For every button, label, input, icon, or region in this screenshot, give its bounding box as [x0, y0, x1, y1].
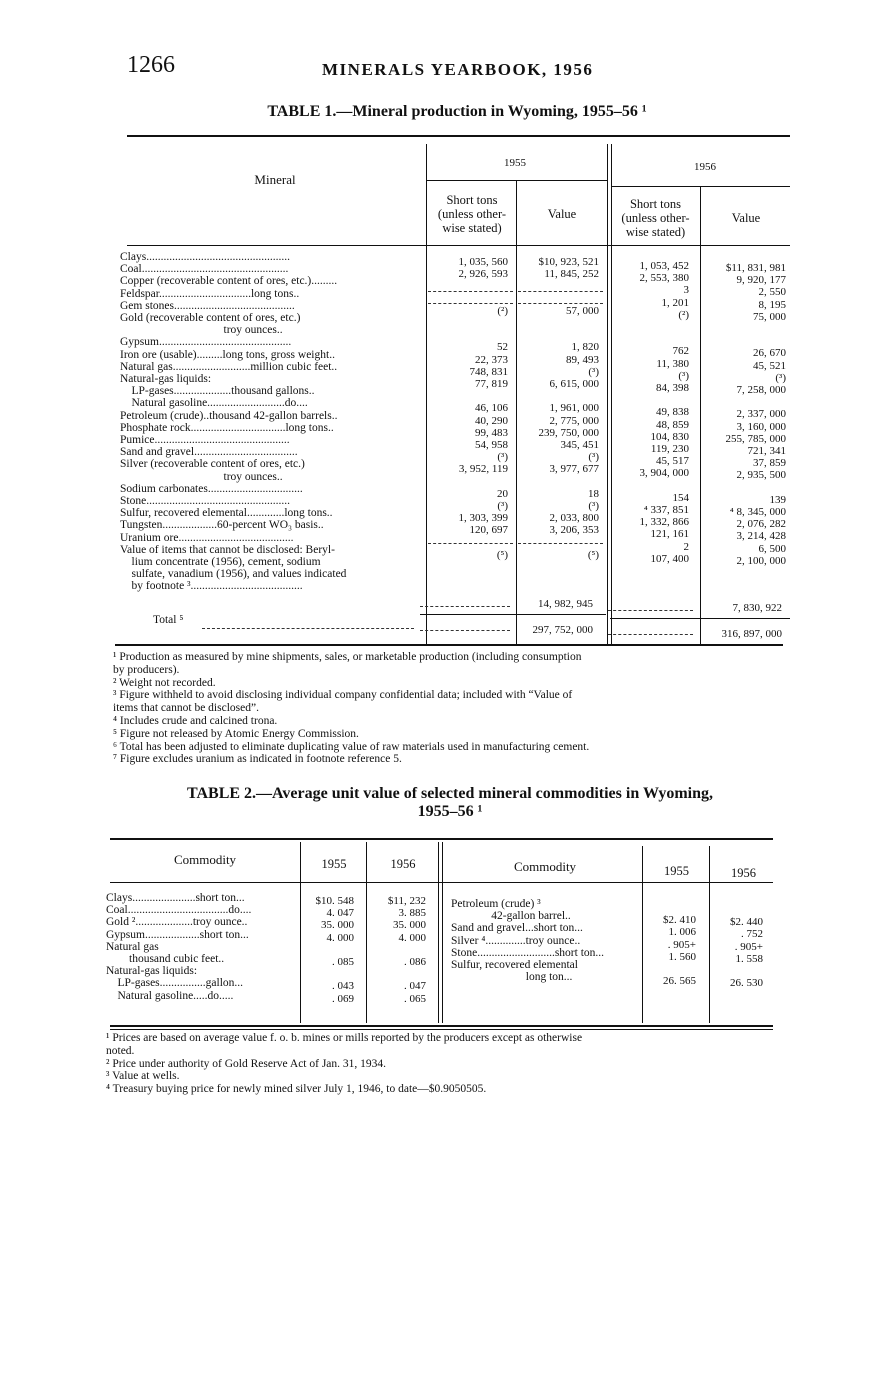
table2-title-line1: TABLE 2.—Average unit value of selected mineral commodities in Wyoming, — [186, 785, 714, 802]
table2-vline — [709, 846, 710, 1023]
table1-total-leader — [202, 628, 414, 629]
table1-year-rule — [426, 180, 607, 181]
table2-col-1955-right: 1955 — [664, 864, 689, 878]
table2-footnotes: ¹ Prices are based on average value f. o. b. mines or mills reported by the producers except as otherwise noted. ² Price under authority of Gold Reserve Act of Jan. 31, 1934. ³ Value at wells. ⁴ Treasury buying price for newly mined silver July 1, 1946, to date—$0.9050505. — [106, 1032, 583, 1096]
table1-vline — [426, 144, 427, 644]
table1-col-short-tons-1955: Short tons (unless other- wise stated) — [437, 193, 507, 235]
table1-dash — [428, 303, 513, 304]
running-title: MINERALS YEARBOOK, 1956 — [322, 60, 594, 79]
table1-value-1956: $11, 831, 981 9, 920, 177 2, 550 8, 195 75, 000 26, 670 45, 521 (³) 7, 258, 000 2, 337, 000 3, 160, 000 255, 785, 000 721, 341 37, 859 2, 935, 500 139 ⁴ 8, 345, 000 2, 076, 282 3, 214, 428 6, 500 2, 100, 000 — [725, 262, 786, 567]
table1-undisclosed-1955: 14, 982, 945 — [538, 598, 593, 610]
table2-title-line2: 1955–56 ¹ — [417, 803, 483, 820]
table2-left-labels: Clays......................short ton... Coal...................................do.... Gold ²....................troy ounce.. Gypsum...................short ton... Natural gas thousand cubic feet.. Natural-gas liquids: LP-gases................gallon... Natural gasoline.....do..... — [106, 892, 252, 1002]
table1-dash — [608, 634, 693, 635]
table2-vline-double — [438, 842, 443, 1023]
table2-col-commodity-right: Commodity — [513, 859, 577, 874]
table1-dash — [608, 610, 693, 611]
table1-col-mineral: Mineral — [254, 172, 296, 187]
table1-dash — [420, 630, 510, 631]
table1-total-1955: 297, 752, 000 — [532, 624, 593, 636]
table1-year-1956: 1956 — [694, 161, 716, 173]
table1-tons-1956: 1, 053, 452 2, 553, 380 3 1, 201 (²) 762 11, 380 (³) 84, 398 49, 838 48, 859 104, 830 119, 230 45, 517 3, 904, 000 154 ⁴ 337, 851 1, 332, 866 121, 161 2 107, 400 — [639, 260, 689, 565]
table1-dash — [428, 543, 513, 544]
table2-col-1956-right: 1956 — [731, 866, 756, 880]
table1-col-short-tons-1956: Short tons (unless other- wise stated) — [621, 197, 690, 239]
table2-vline — [642, 846, 643, 1023]
table2-left-1956: $11, 232 3. 885 35. 000 4. 000 . 086 . 047 . 065 — [387, 895, 426, 1005]
table1-year-1955: 1955 — [504, 157, 526, 169]
table1-tons-1955: 1, 035, 560 2, 926, 593 (²) 52 22, 373 748, 831 77, 819 46, 106 40, 290 99, 483 54, 958 (³) 3, 952, 119 20 (³) 1, 303, 399 120, 697 (⁵) — [458, 256, 508, 561]
table1-total-1956: 316, 897, 000 — [721, 628, 782, 640]
table2-right-1955: $2. 410 1. 006 . 905+ 1. 560 26. 565 — [663, 914, 696, 988]
table1-top-rule — [127, 135, 790, 137]
table1-footnotes: ¹ Production as measured by mine shipments, sales, or marketable production (including consumption by producers). ² Weight not recorded. ³ Figure withheld to avoid disclosing individual company confidential data; included with “Value of items that cannot be disclosed”. ⁴ Includes crude and calcined trona. ⁵ Figure not released by Atomic Energy Commission. ⁶ Total has been adjusted to eliminate duplicating value of raw materials used in manufacturing cement. ⁷ Figure excludes uranium as indicated in footnote reference 5. — [113, 651, 590, 766]
table1-dash — [420, 606, 510, 607]
table1-dash — [518, 291, 603, 292]
table2-vline — [366, 842, 367, 1023]
table2-footnote-rule — [110, 1029, 773, 1030]
table1-dash — [518, 303, 603, 304]
table2-col-commodity-left: Commodity — [173, 852, 237, 867]
table2-right-labels: Petroleum (crude) ³ 42-gallon barrel.. Sand and gravel...short ton... Silver ⁴..............troy ounce.. Stone...........................short ton... Sulfur, recovered elemental long ton... — [451, 898, 605, 984]
table1-bottom-rule — [115, 644, 783, 646]
table1-total-rule — [420, 614, 606, 615]
table1-vline — [516, 180, 517, 644]
table1-col-value-1955: Value — [547, 207, 577, 221]
page-number: 1266 — [127, 52, 175, 78]
table1-col-value-1956: Value — [731, 211, 761, 225]
table1-value-1955: $10, 923, 521 11, 845, 252 57, 000 1, 820 89, 493 (³) 6, 615, 000 1, 961, 000 2, 775, 000 239, 750, 000 345, 451 (³) 3, 977, 677 18 (³) 2, 033, 800 3, 206, 353 (⁵) — [538, 256, 599, 561]
table1-dash — [428, 291, 513, 292]
table1-mineral-labels: Clays.................................................. Coal................................................... Copper (recoverable content of ores, etc.)......... Feldspar................................long tons.. Gem stones.......................................... Gold (recoverable content of ores, etc.) troy ounces.. Gypsum.............................................. Iron ore (usable).........long tons, gross weight.. Natural gas...........................million cubic feet.. Natural-gas liquids: LP-gases....................thousand gallons.. Natural gasoline...........................do.... Petroleum (crude)..thousand 42-gallon barrels.. Phosphate rock.................................long tons.. Pumice............................................... Sand and gravel.................................... Silver (recoverable content of ores, etc.) troy ounces.. Sodium carbonates................................. Stone.................................................. Sulfur, recovered elemental.............long tons.. Tungsten...................60-percent WO₃ basis.. Uranium ore........................................ Value of items that cannot be disclosed: Beryl- lium concentrate (1956), cement, sodium sulfate, vanadium (1956), and values indicated by footnote ³....................................... — [120, 251, 347, 593]
table2-left-1955: $10. 548 4. 047 35. 000 4. 000 . 085 . 043 . 069 — [315, 895, 354, 1005]
table2-right-1956: $2. 440 . 752 . 905+ 1. 558 26. 530 — [730, 916, 763, 990]
table2-top-rule — [110, 838, 773, 840]
table2-bottom-rule — [110, 1025, 773, 1027]
table1-total-label: Total ⁵ — [153, 614, 184, 626]
table1-vline — [700, 186, 701, 644]
table1-title: TABLE 1.—Mineral production in Wyoming, 1955–56 ¹ — [267, 103, 647, 120]
table1-undisclosed-1956: 7, 830, 922 — [732, 602, 782, 614]
table1-dash — [518, 543, 603, 544]
table2-col-1955-left: 1955 — [321, 857, 347, 871]
table2-col-1956-left: 1956 — [390, 857, 416, 871]
table1-total-rule — [610, 618, 790, 619]
table2-vline — [300, 842, 301, 1023]
table1-year-rule — [611, 186, 790, 187]
table1-header-rule — [127, 245, 790, 246]
